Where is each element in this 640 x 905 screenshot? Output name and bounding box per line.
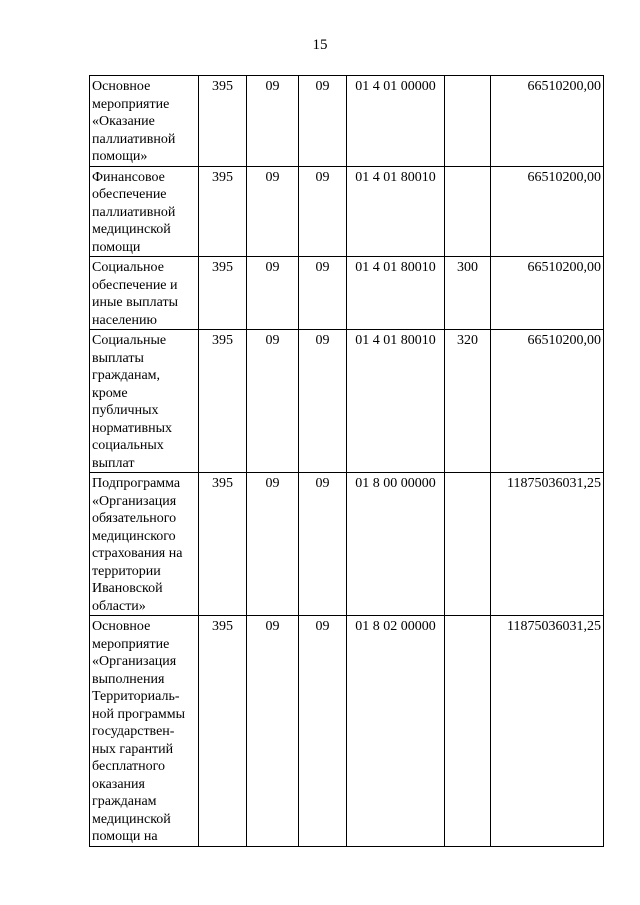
row-name-cell: [90, 257, 199, 330]
subsection-cell: 09: [299, 330, 347, 473]
table-row: [90, 76, 604, 167]
name-line: бесплатного: [92, 759, 166, 774]
section-cell: 09: [247, 616, 299, 847]
subsection-cell: 09: [299, 76, 347, 167]
name-line: гражданам: [92, 794, 157, 809]
name-line: Социальные: [92, 333, 167, 348]
name-line: мероприятие: [92, 636, 170, 652]
target-article-cell: 01 8 00 00000: [347, 473, 445, 616]
target-article-cell: 01 4 01 80010: [347, 166, 445, 257]
amount-cell: 66510200,00: [491, 76, 604, 167]
expense-type-cell: [445, 166, 491, 257]
amount-cell: 66510200,00: [491, 330, 604, 473]
name-line: страхования на: [92, 546, 183, 561]
name-line: гражданам,: [92, 368, 161, 383]
ministry-code-cell: 395: [199, 76, 247, 167]
name-line: территории: [92, 563, 161, 579]
name-line: «Организация: [92, 493, 177, 509]
expense-type-cell: 300: [445, 257, 491, 330]
name-line: обеспечение и: [92, 277, 178, 293]
name-line: Подпрограмма: [92, 476, 181, 491]
table-row: [90, 166, 604, 257]
name-line: «Организация: [92, 654, 177, 669]
budget-table-body: [90, 76, 604, 847]
name-line: выплат: [92, 455, 135, 471]
page-number: 15: [312, 37, 328, 53]
table-row: [90, 257, 604, 330]
section-cell: 09: [247, 166, 299, 257]
row-name-cell: [90, 76, 199, 167]
name-line: иные выплаты: [92, 295, 178, 310]
row-name-cell: [90, 616, 199, 847]
name-line: помощи: [92, 239, 141, 255]
expense-type-cell: [445, 76, 491, 167]
name-line: оказания: [92, 776, 145, 792]
subsection-cell: 09: [299, 616, 347, 847]
subsection-cell: 09: [299, 473, 347, 616]
table-row: [90, 473, 604, 616]
name-line: паллиативной: [92, 204, 176, 220]
target-article-cell: 01 4 01 80010: [347, 257, 445, 330]
section-cell: 09: [247, 473, 299, 616]
name-line: Основное: [92, 619, 151, 634]
table-row: [90, 330, 604, 473]
ministry-code-cell: 395: [199, 166, 247, 257]
name-line: социальных: [92, 438, 164, 453]
name-line: медицинской: [92, 222, 171, 237]
name-line: мероприятие: [92, 96, 170, 112]
ministry-code-cell: 395: [199, 257, 247, 330]
name-line: Основное: [92, 79, 151, 94]
name-line: Ивановской: [92, 581, 163, 596]
name-line: медицинского: [92, 528, 176, 544]
expense-type-cell: [445, 473, 491, 616]
name-line: обязательного: [92, 511, 177, 526]
name-line: Территориаль-: [92, 689, 180, 704]
name-line: ной программы: [92, 706, 186, 722]
name-line: Финансовое: [92, 169, 165, 185]
name-line: кроме: [92, 385, 128, 401]
name-line: помощи»: [92, 149, 148, 164]
name-line: «Оказание: [92, 114, 155, 129]
row-name-cell: [90, 473, 199, 616]
name-line: ных гарантий: [92, 741, 174, 757]
section-cell: 09: [247, 257, 299, 330]
name-line: населению: [92, 312, 157, 328]
ministry-code-cell: 395: [199, 616, 247, 847]
amount-cell: 66510200,00: [491, 166, 604, 257]
name-line: государствен-: [92, 724, 175, 739]
amount-cell: 66510200,00: [491, 257, 604, 330]
target-article-cell: 01 4 01 00000: [347, 76, 445, 167]
table-row: [90, 616, 604, 847]
section-cell: 09: [247, 76, 299, 167]
row-name-cell: [90, 330, 199, 473]
name-line: области»: [92, 598, 146, 614]
amount-cell: 11875036031,25: [491, 616, 604, 847]
name-line: выполнения: [92, 671, 165, 687]
amount-cell: 11875036031,25: [491, 473, 604, 616]
section-cell: 09: [247, 330, 299, 473]
name-line: обеспечение: [92, 187, 167, 202]
expense-type-cell: 320: [445, 330, 491, 473]
target-article-cell: 01 4 01 80010: [347, 330, 445, 473]
ministry-code-cell: 395: [199, 330, 247, 473]
name-line: нормативных: [92, 420, 173, 436]
name-line: помощи на: [92, 829, 158, 844]
expense-type-cell: [445, 616, 491, 847]
subsection-cell: 09: [299, 166, 347, 257]
name-line: выплаты: [92, 350, 144, 366]
row-name-cell: [90, 166, 199, 257]
name-line: медицинской: [92, 811, 171, 827]
ministry-code-cell: 395: [199, 473, 247, 616]
target-article-cell: 01 8 02 00000: [347, 616, 445, 847]
subsection-cell: 09: [299, 257, 347, 330]
name-line: публичных: [92, 403, 159, 418]
name-line: паллиативной: [92, 131, 176, 147]
name-line: Социальное: [92, 260, 164, 275]
budget-table: [89, 75, 604, 847]
